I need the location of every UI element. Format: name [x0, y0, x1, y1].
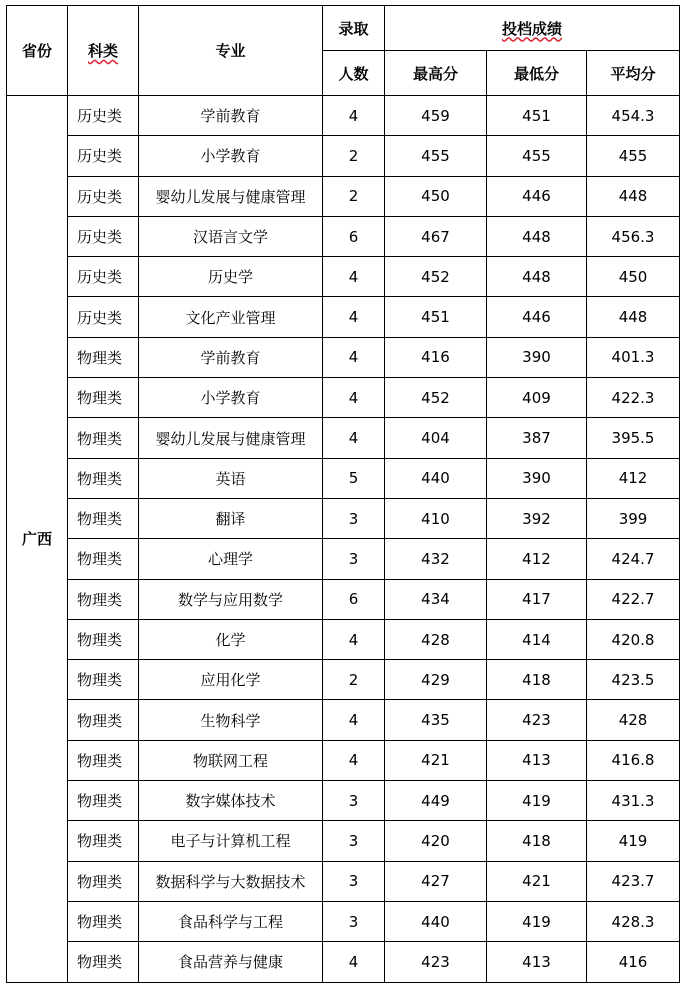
- avg-score-cell: 455: [587, 136, 680, 176]
- min-score-cell: 409: [487, 378, 587, 418]
- admit-count-cell: 6: [323, 216, 385, 256]
- header-min: 最低分: [487, 51, 587, 96]
- admit-count-cell: 3: [323, 861, 385, 901]
- max-score-cell: 410: [385, 498, 487, 538]
- header-admit-top: 录取: [323, 6, 385, 51]
- max-score-cell: 420: [385, 821, 487, 861]
- max-score-cell: 450: [385, 176, 487, 216]
- major-cell: 数学与应用数学: [139, 579, 323, 619]
- admit-count-cell: 2: [323, 136, 385, 176]
- min-score-cell: 418: [487, 660, 587, 700]
- max-score-cell: 435: [385, 700, 487, 740]
- avg-score-cell: 428: [587, 700, 680, 740]
- category-cell: 历史类: [68, 257, 139, 297]
- max-score-cell: 428: [385, 619, 487, 659]
- table-header: [7, 6, 680, 96]
- major-cell: 学前教育: [139, 96, 323, 136]
- admit-count-cell: 4: [323, 418, 385, 458]
- max-score-cell: 452: [385, 378, 487, 418]
- avg-score-cell: 422.3: [587, 378, 680, 418]
- avg-score-cell: 412: [587, 458, 680, 498]
- avg-score-cell: 420.8: [587, 619, 680, 659]
- header-scores: [385, 6, 680, 51]
- avg-score-cell: 395.5: [587, 418, 680, 458]
- admit-count-cell: 4: [323, 942, 385, 982]
- category-cell: 物理类: [68, 539, 139, 579]
- header-major: 专业: [139, 6, 323, 96]
- max-score-cell: 429: [385, 660, 487, 700]
- category-cell: 物理类: [68, 700, 139, 740]
- admit-count-cell: 3: [323, 498, 385, 538]
- table-row: [7, 297, 680, 337]
- min-score-cell: 423: [487, 700, 587, 740]
- major-cell: 数据科学与大数据技术: [139, 861, 323, 901]
- avg-score-cell: 401.3: [587, 337, 680, 377]
- avg-score-cell: 422.7: [587, 579, 680, 619]
- avg-score-cell: 416: [587, 942, 680, 982]
- avg-score-cell: 419: [587, 821, 680, 861]
- max-score-cell: 423: [385, 942, 487, 982]
- major-cell: 学前教育: [139, 337, 323, 377]
- max-score-cell: 440: [385, 901, 487, 941]
- min-score-cell: 390: [487, 458, 587, 498]
- table-row: [7, 579, 680, 619]
- category-cell: 物理类: [68, 337, 139, 377]
- major-cell: 食品营养与健康: [139, 942, 323, 982]
- min-score-cell: 418: [487, 821, 587, 861]
- min-score-cell: 413: [487, 740, 587, 780]
- header-admit-bottom: 人数: [323, 51, 385, 96]
- major-cell: 英语: [139, 458, 323, 498]
- admit-count-cell: 2: [323, 660, 385, 700]
- category-cell: 物理类: [68, 458, 139, 498]
- max-score-cell: 421: [385, 740, 487, 780]
- max-score-cell: 416: [385, 337, 487, 377]
- major-cell: 小学教育: [139, 378, 323, 418]
- major-cell: 翻译: [139, 498, 323, 538]
- table-row: [7, 700, 680, 740]
- table-row: [7, 619, 680, 659]
- min-score-cell: 421: [487, 861, 587, 901]
- admit-count-cell: 3: [323, 781, 385, 821]
- max-score-cell: 427: [385, 861, 487, 901]
- min-score-cell: 419: [487, 781, 587, 821]
- table-row: [7, 660, 680, 700]
- admit-count-cell: 3: [323, 539, 385, 579]
- min-score-cell: 412: [487, 539, 587, 579]
- table-row: [7, 216, 680, 256]
- max-score-cell: 434: [385, 579, 487, 619]
- table-row: [7, 539, 680, 579]
- header-category-label: 科类: [87, 42, 118, 60]
- table-row: [7, 821, 680, 861]
- max-score-cell: 432: [385, 539, 487, 579]
- max-score-cell: 451: [385, 297, 487, 337]
- admit-count-cell: 4: [323, 337, 385, 377]
- avg-score-cell: 428.3: [587, 901, 680, 941]
- max-score-cell: 455: [385, 136, 487, 176]
- admit-count-cell: 4: [323, 740, 385, 780]
- table-row: [7, 901, 680, 941]
- admit-count-cell: 3: [323, 901, 385, 941]
- major-cell: 心理学: [139, 539, 323, 579]
- category-cell: 物理类: [68, 619, 139, 659]
- table-row: [7, 740, 680, 780]
- category-cell: 历史类: [68, 216, 139, 256]
- category-cell: 物理类: [68, 740, 139, 780]
- category-cell: 物理类: [68, 660, 139, 700]
- category-cell: 物理类: [68, 579, 139, 619]
- min-score-cell: 414: [487, 619, 587, 659]
- table-row: [7, 942, 680, 982]
- max-score-cell: 467: [385, 216, 487, 256]
- major-cell: 化学: [139, 619, 323, 659]
- category-cell: 历史类: [68, 96, 139, 136]
- major-cell: 生物科学: [139, 700, 323, 740]
- min-score-cell: 390: [487, 337, 587, 377]
- admit-count-cell: 4: [323, 297, 385, 337]
- major-cell: 小学教育: [139, 136, 323, 176]
- avg-score-cell: 450: [587, 257, 680, 297]
- table-row: [7, 176, 680, 216]
- table-row: [7, 378, 680, 418]
- category-cell: 历史类: [68, 136, 139, 176]
- avg-score-cell: 423.7: [587, 861, 680, 901]
- admit-count-cell: 4: [323, 619, 385, 659]
- major-cell: 婴幼儿发展与健康管理: [139, 176, 323, 216]
- admit-count-cell: 5: [323, 458, 385, 498]
- admit-count-cell: 4: [323, 257, 385, 297]
- avg-score-cell: 456.3: [587, 216, 680, 256]
- table-row: [7, 337, 680, 377]
- admit-count-cell: 4: [323, 700, 385, 740]
- header-avg: 平均分: [587, 51, 680, 96]
- table-row: [7, 96, 680, 136]
- major-cell: 汉语言文学: [139, 216, 323, 256]
- table-row: [7, 418, 680, 458]
- header-max: 最高分: [385, 51, 487, 96]
- max-score-cell: 440: [385, 458, 487, 498]
- min-score-cell: 446: [487, 297, 587, 337]
- major-cell: 物联网工程: [139, 740, 323, 780]
- table-row: [7, 257, 680, 297]
- major-cell: 食品科学与工程: [139, 901, 323, 941]
- avg-score-cell: 423.5: [587, 660, 680, 700]
- header-category: [68, 6, 139, 96]
- admission-scores-table: [6, 5, 680, 983]
- major-cell: 数字媒体技术: [139, 781, 323, 821]
- min-score-cell: 417: [487, 579, 587, 619]
- table-body: [7, 96, 680, 983]
- avg-score-cell: 424.7: [587, 539, 680, 579]
- table-row: [7, 861, 680, 901]
- major-cell: 电子与计算机工程: [139, 821, 323, 861]
- avg-score-cell: 416.8: [587, 740, 680, 780]
- max-score-cell: 452: [385, 257, 487, 297]
- header-province: 省份: [7, 6, 68, 96]
- admit-count-cell: 4: [323, 96, 385, 136]
- category-cell: 历史类: [68, 176, 139, 216]
- max-score-cell: 404: [385, 418, 487, 458]
- table-row: [7, 498, 680, 538]
- major-cell: 应用化学: [139, 660, 323, 700]
- avg-score-cell: 448: [587, 176, 680, 216]
- category-cell: 历史类: [68, 297, 139, 337]
- avg-score-cell: 431.3: [587, 781, 680, 821]
- min-score-cell: 448: [487, 257, 587, 297]
- category-cell: 物理类: [68, 901, 139, 941]
- admit-count-cell: 2: [323, 176, 385, 216]
- avg-score-cell: 448: [587, 297, 680, 337]
- avg-score-cell: 454.3: [587, 96, 680, 136]
- category-cell: 物理类: [68, 781, 139, 821]
- min-score-cell: 419: [487, 901, 587, 941]
- major-cell: 历史学: [139, 257, 323, 297]
- min-score-cell: 446: [487, 176, 587, 216]
- category-cell: 物理类: [68, 821, 139, 861]
- category-cell: 物理类: [68, 378, 139, 418]
- category-cell: 物理类: [68, 418, 139, 458]
- category-cell: 物理类: [68, 861, 139, 901]
- table-row: [7, 458, 680, 498]
- table-row: [7, 136, 680, 176]
- avg-score-cell: 399: [587, 498, 680, 538]
- admit-count-cell: 6: [323, 579, 385, 619]
- province-cell: 广西: [7, 96, 68, 983]
- max-score-cell: 449: [385, 781, 487, 821]
- admit-count-cell: 4: [323, 378, 385, 418]
- min-score-cell: 448: [487, 216, 587, 256]
- table-row: [7, 781, 680, 821]
- min-score-cell: 455: [487, 136, 587, 176]
- min-score-cell: 387: [487, 418, 587, 458]
- max-score-cell: 459: [385, 96, 487, 136]
- min-score-cell: 392: [487, 498, 587, 538]
- category-cell: 物理类: [68, 498, 139, 538]
- admit-count-cell: 3: [323, 821, 385, 861]
- header-scores-label: 投档成绩: [502, 19, 563, 38]
- major-cell: 婴幼儿发展与健康管理: [139, 418, 323, 458]
- min-score-cell: 413: [487, 942, 587, 982]
- min-score-cell: 451: [487, 96, 587, 136]
- category-cell: 物理类: [68, 942, 139, 982]
- major-cell: 文化产业管理: [139, 297, 323, 337]
